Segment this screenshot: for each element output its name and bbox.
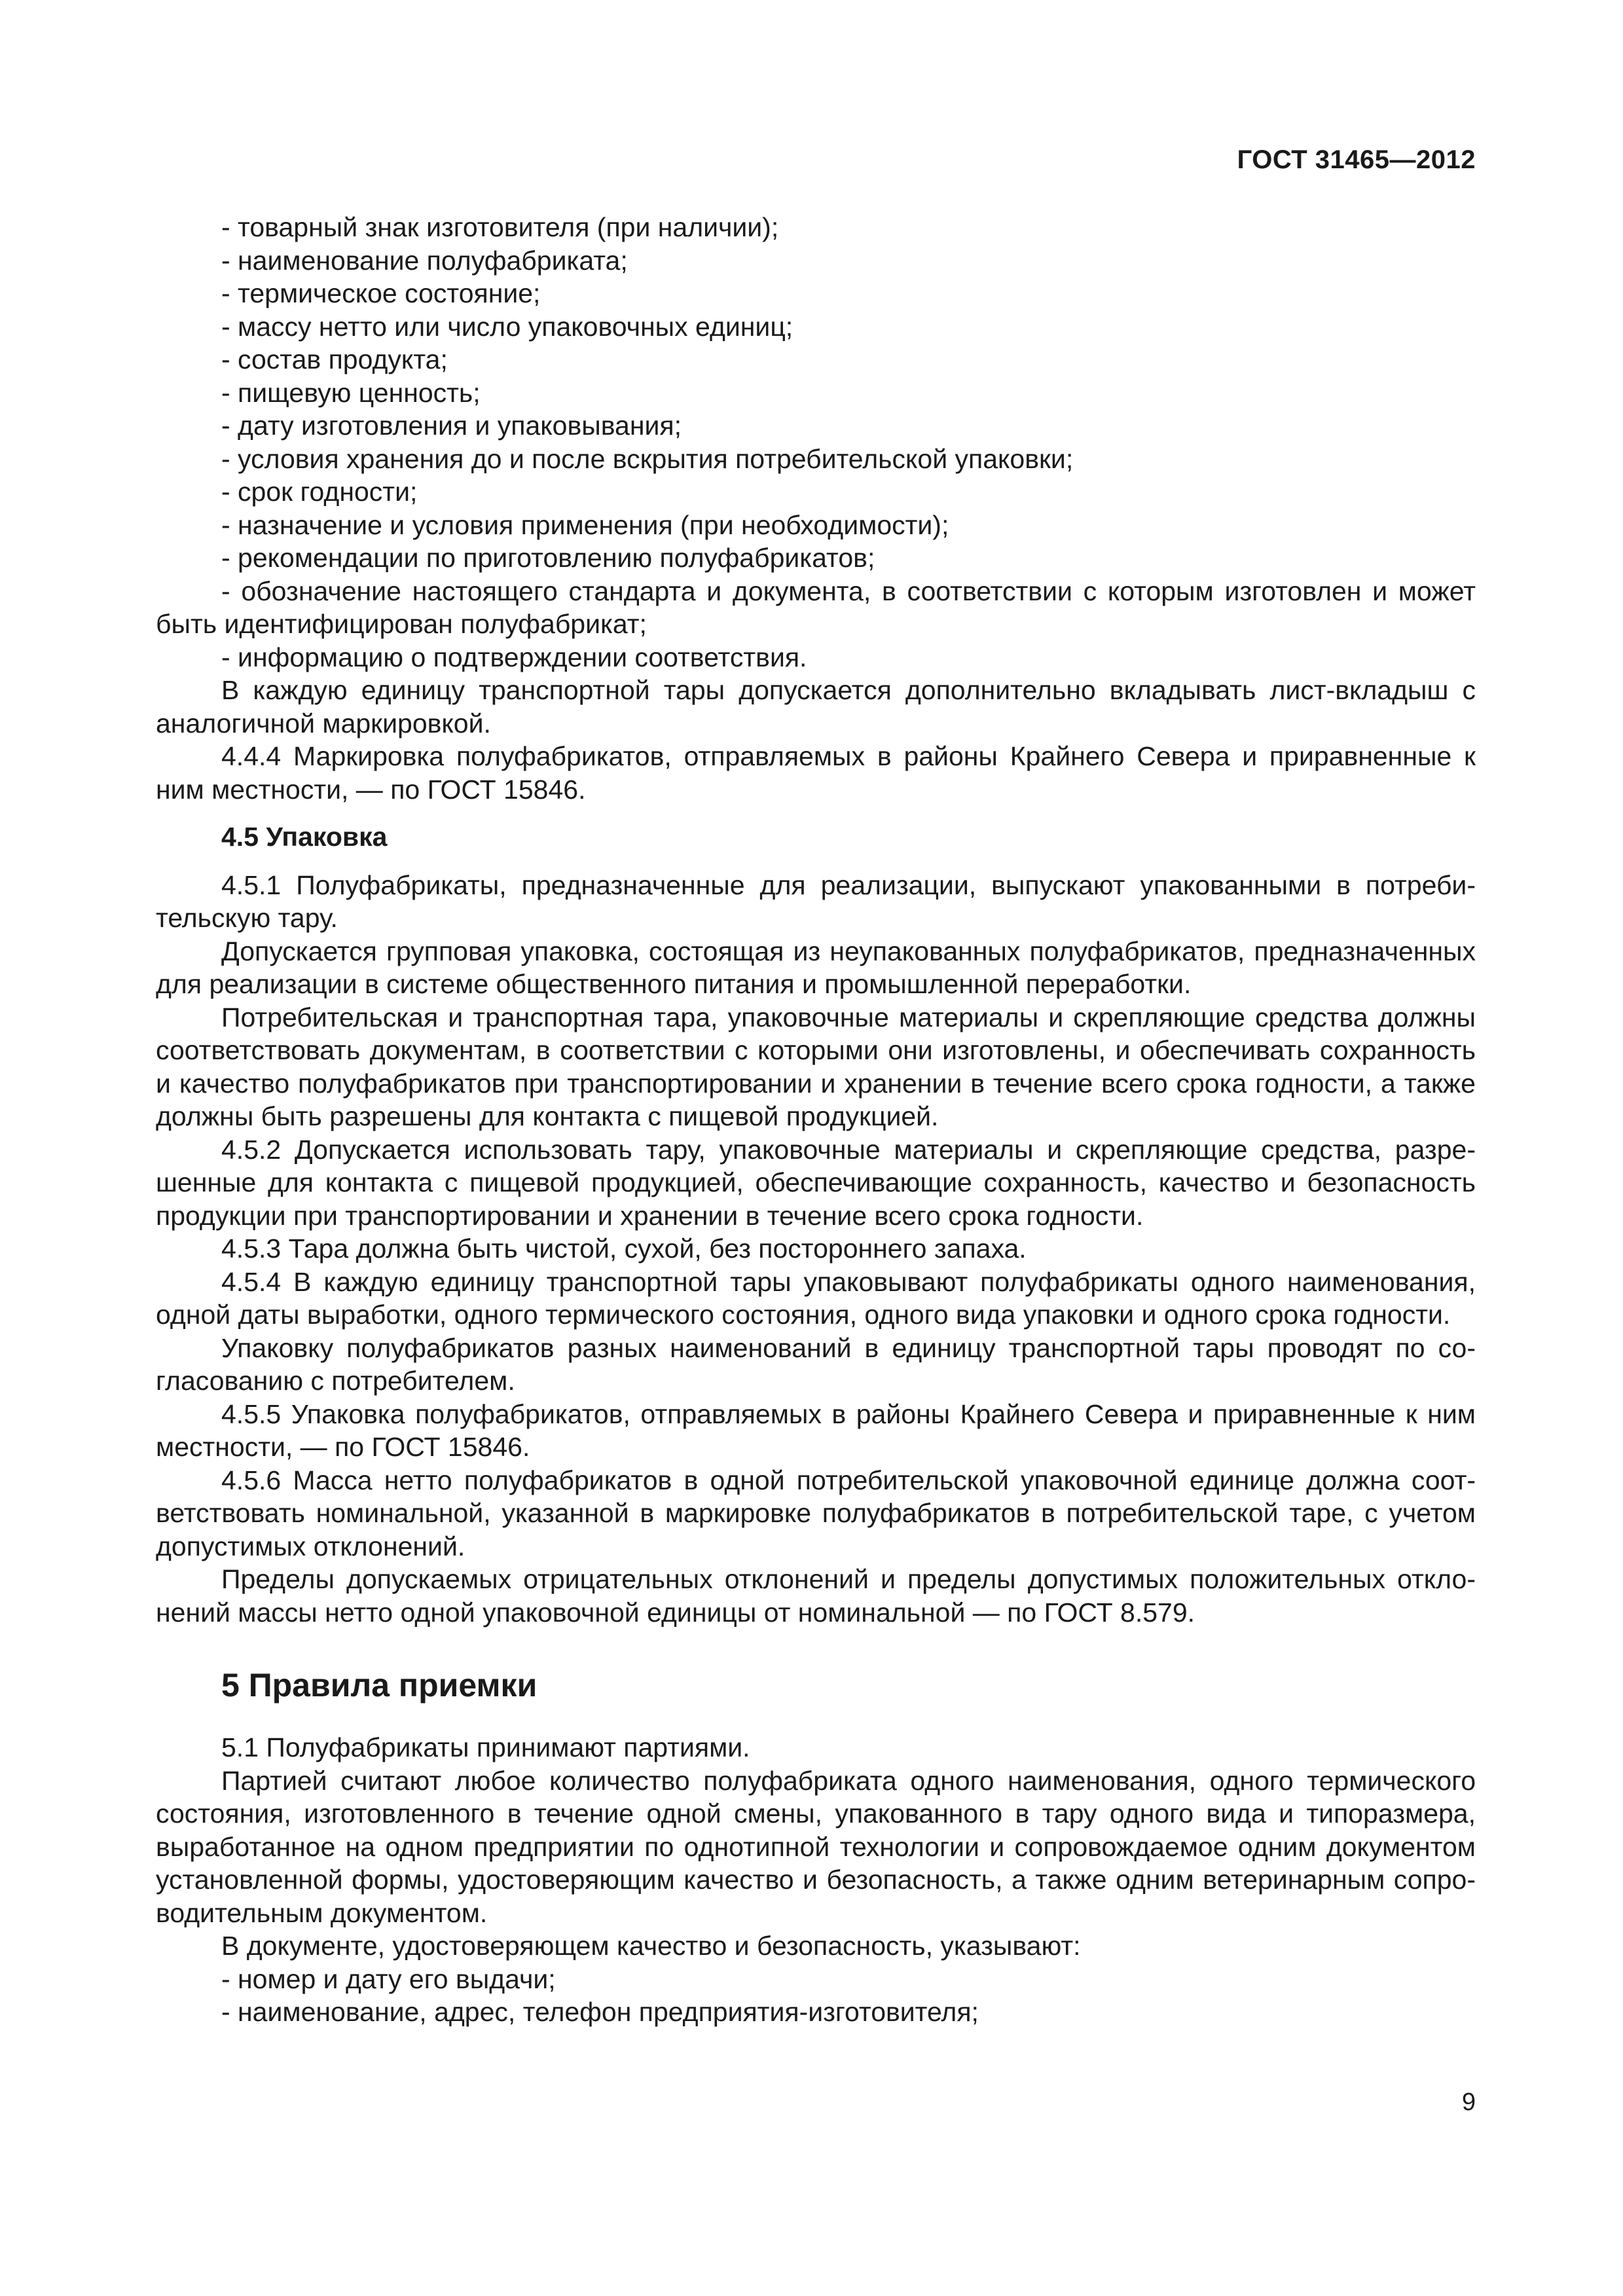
marking-paragraphs (156, 575, 1476, 807)
marking-list (156, 211, 1476, 575)
paragraph: Потребительская и транспортная тара, упаковочные материалы и скрепляющие средства должны соответствовать документам, в соответствии с которыми они изготовлены, и обеспечивать сохранность и качество полуфабрикатов при транспортировании и хранении в течение всего срока годности, а также должны быть разрешены для контакта с пищевой продукцией. (156, 1002, 1476, 1131)
paragraph: Допускается групповая упаковка, состоящая из неупакованных полуфабрикатов, предназначенных для реализации в системе общественного питания и промышленной переработки. (156, 936, 1476, 999)
paragraph: - обозначение настоящего стандарта и документа, в соответствии с которым изготовлен и может быть идентифицирован полуфабрикат; (156, 575, 1476, 639)
list-item: - наименование полуфабриката; (221, 245, 628, 276)
list-item: - массу нетто или число упаковочных единиц; (221, 311, 793, 342)
paragraph: Партией считают любое количество полуфабриката одного наименования, одного термического состояния, изготовленного в течение одной смены, упакованного в тару одного вида и типоразмера, выработанное на одном предприятии по однотипной технологии и сопровождаемое одним документом установленной формы, удостоверяющим качество и безопасность, а также одним ветеринарным сопроводительным документом. (156, 1765, 1476, 1928)
paragraph: В каждую единицу транспортной тары допускается дополнительно вкладывать лист-вкладыш с аналогичной маркировкой. (156, 675, 1476, 738)
section-heading-4-5: 4.5 Упаковка (221, 822, 388, 852)
list-item: - дату изготовления и упаковывания; (221, 410, 682, 441)
list-item: - пищевую ценность; (221, 377, 481, 408)
page-body (156, 211, 1476, 2029)
list-item: - назначение и условия применения (при необходимости); (221, 509, 949, 540)
paragraph: 4.5.3 Тара должна быть чистой, сухой, без постороннего запаха. (221, 1233, 1027, 1264)
list-item: - условия хранения до и после вскрытия потребительской упаковки; (221, 443, 1074, 474)
page-number: 9 (1461, 2088, 1476, 2116)
paragraph: - информацию о подтверждении соответствия. (221, 642, 807, 672)
list-item: - срок годности; (221, 477, 418, 507)
paragraph: Упаковку полуфабрикатов разных наименований в единицу транспортной тары проводят по согласованию с потребителем. (156, 1332, 1476, 1396)
standard-header: ГОСТ 31465—2012 (1237, 145, 1476, 174)
paragraph: 4.5.6 Масса нетто полуфабрикатов в одной потребительской упаковочной единице должна соответствовать номинальной, указанной в маркировке полуфабрикатов в потребительской таре, с учетом допустимых отклонений. (156, 1465, 1476, 1561)
paragraph: 4.5.5 Упаковка полуфабрикатов, отправляемых в районы Крайнего Севера и приравненные к ним местности, — по ГОСТ 15846. (156, 1398, 1476, 1462)
paragraph: 4.4.4 Маркировка полуфабрикатов, отправляемых в районы Крайнего Севера и приравненные к ним местности, — по ГОСТ 15846. (156, 741, 1476, 805)
list-item: - наименование, адрес, телефон предприятия-изготовителя; (221, 1997, 979, 2027)
paragraph: 4.5.2 Допускается использовать тару, упаковочные материалы и скрепляющие средства, разрешенные для контакта с пищевой продукцией, обеспечивающие сохранность, качество и безопасность продукции при транспортировании и хранении в течение всего срока годности. (156, 1134, 1476, 1231)
paragraph: 5.1 Полуфабрикаты принимают партиями. (221, 1732, 750, 1762)
section-4-5-body (156, 869, 1476, 1630)
paragraph: Пределы допускаемых отрицательных отклонений и пределы допустимых положительных отклонений массы нетто одной упаковочной единицы от номинальной — по ГОСТ 8.579. (156, 1564, 1476, 1628)
list-item: - товарный знак изготовителя (при наличии); (221, 212, 779, 242)
list-item: - термическое состояние; (221, 278, 541, 308)
list-item: - номер и дату его выдачи; (221, 1963, 556, 1994)
list-item: - рекомендации по приготовлению полуфабрикатов; (221, 543, 875, 573)
section-5-body (156, 1731, 1476, 2029)
paragraph: В документе, удостоверяющем качество и безопасность, указывают: (221, 1931, 1081, 1961)
section-heading-5: 5 Правила приемки (221, 1667, 538, 1704)
paragraph: 4.5.1 Полуфабрикаты, предназначенные для реализации, выпускают упакованными в потребительскую тару. (156, 869, 1476, 933)
list-item: - состав продукта; (221, 344, 448, 374)
paragraph: 4.5.4 В каждую единицу транспортной тары упаковывают полуфабрикаты одного наименования, одной даты выработки, одного термического состояния, одного вида упаковки и одного срока годности. (156, 1266, 1476, 1330)
